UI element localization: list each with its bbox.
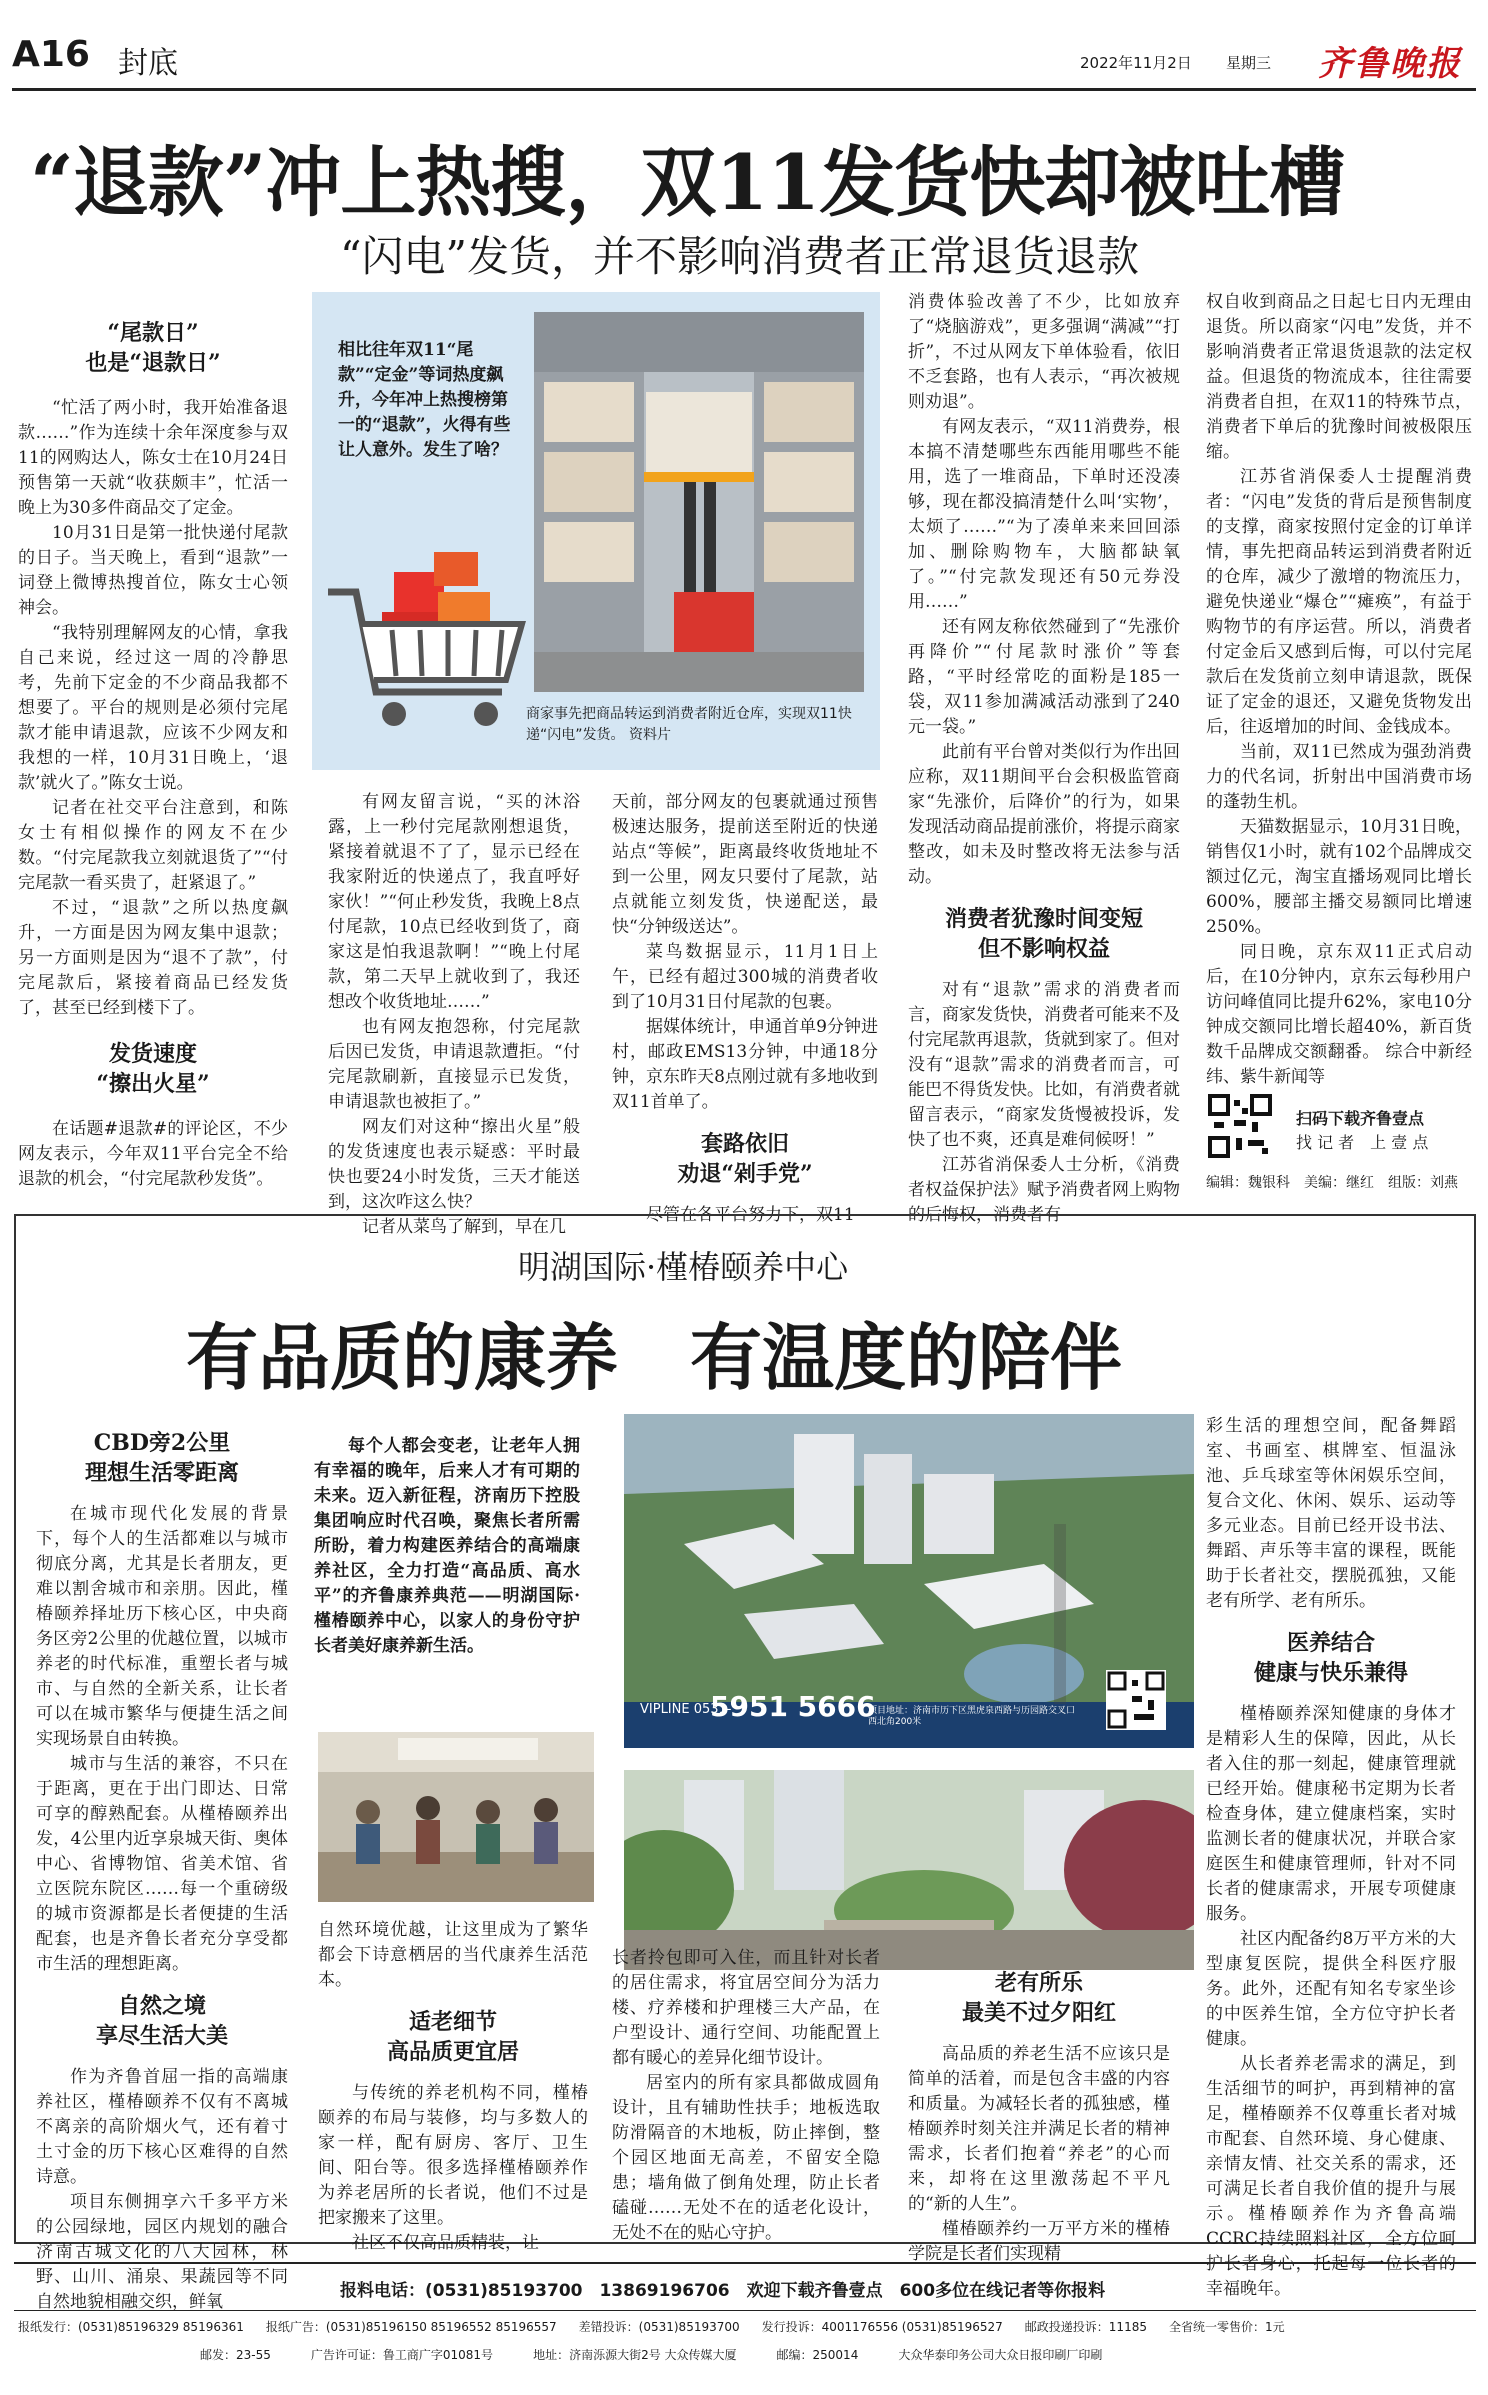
paragraph: 自然环境优越，让这里成为了繁华都会下诗意栖居的当代康养生活范本。 xyxy=(318,1920,588,1990)
paragraph: 作为齐鲁首屈一指的高端康养社区，槿椿颐养不仅有不离城不离亲的高阶烟火气，还有着寸土寸金的历下核心区难得的自然诗意。 xyxy=(36,2067,288,2187)
article-column-1 xyxy=(18,318,288,1192)
paragraph: 项目东侧拥享六千多平方米的公园绿地，园区内规划的融合济南古城文化的八大园林，林野、山川、涌泉、果蔬园等不同自然地貌相融交织，鲜氧 xyxy=(36,2192,288,2312)
subhead-4: 消费者犹豫时间变短 但不影响权益 xyxy=(944,906,1143,962)
paragraph: 当前，双11已然成为强劲消费力的代名词，折射出中国消费市场的蓬勃生机。 xyxy=(1206,742,1472,812)
paragraph: 在话题#退款#的评论区，不少网友表示，今年双11平台完全不给退款的机会，“付完尾款秒发货”。 xyxy=(18,1119,288,1189)
ad-subhead-2: 自然之境 享尽生活大美 xyxy=(95,1993,228,2049)
paragraph: 在城市现代化发展的背景下，每个人的生活都难以与城市彻底分离，尤其是长者朋友，更难以割舍城市和亲朋。因此，槿椿颐养择址历下核心区，中央商务区旁2公里的优越位置，以城市养老的时代标准，重塑长者与城市、与自然的全新关系，让长者可以在城市繁华与便捷生活之间实现场景自由转换。 xyxy=(36,1504,288,1749)
footer-item: 报纸发行：(0531)85196329 85196361 xyxy=(18,2320,244,2334)
ad-column-4 xyxy=(908,1968,1170,2267)
ad-column-2 xyxy=(318,1918,588,2256)
paragraph: 江苏省消保委人士分析，《消费者权益保护法》赋予消费者网上购物的后悔权，消费者有 xyxy=(908,1155,1180,1225)
footer-row-1 xyxy=(18,2318,1285,2335)
footer-item: 广告许可证：鲁工商广字01081号 xyxy=(310,2348,494,2362)
vip-note: 项目地址：济南市历下区黑虎泉西路与历园路交叉口西北角200米 xyxy=(868,1706,1076,1727)
ad-kicker: 明湖国际·槿椿颐养中心 xyxy=(518,1248,849,1286)
footer-item: 邮政投递投诉：11185 xyxy=(1024,2320,1147,2334)
footer-rule-top xyxy=(14,2262,1476,2264)
qr-text-2: 找 记 者 上 壹 点 xyxy=(1296,1133,1429,1152)
paragraph: 与传统的养老机构不同，槿椿颐养的布局与装修，均与多数人的家一样，配有厨房、客厅、卫生间、阳台等。很多选择槿椿颐养作为养老居所的长者说，他们不过是把家搬来了这里。 xyxy=(318,2083,588,2228)
paragraph: 10月31日是第一批快递付尾款的日子。当天晚上，看到“退款”一词登上微博热搜首位，陈女士心领神会。 xyxy=(18,523,288,618)
paragraph: 江苏省消保委人士提醒消费者：“闪电”发货的背后是预售制度的支撑，商家按照付定金的订单详情，事先把商品转运到消费者附近的仓库，减少了激增的物流压力，避免快递业“爆仓”“瘫痪”，有益于购物节的有序运营。所以，消费者付定金后又感到后悔，可以付完尾款后在发货前立刻申请退款，既保证了定金的退还，又避免货物发出后，往返增加的时间、金钱成本。 xyxy=(1206,467,1472,737)
sub-headline: “闪电”发货，并不影响消费者正常退货退款 xyxy=(340,232,1139,281)
paragraph: 记者从菜鸟了解到，早在几 xyxy=(362,1217,566,1237)
subhead-1: “尾款日” 也是“退款日” xyxy=(85,320,221,376)
paragraph: 对有“退款”需求的消费者而言，商家发货快，消费者可能来不及付完尾款再退款，货就到家了。但对没有“退款”需求的消费者而言，可能巴不得货发快。比如，有消费者就留言表示，“商家发货慢被投诉，发快了也不爽，还真是难伺候呀！” xyxy=(908,980,1180,1150)
newspaper-logo: 齐鲁晚报 xyxy=(1318,44,1462,84)
ad-subhead-3: 适老细节 高品质更宜居 xyxy=(386,2009,519,2065)
vip-phone: 5951 5666 xyxy=(710,1690,876,1723)
paragraph: 此前有平台曾对类似行为作出回应称，双11期间平台会积极监管商家“先涨价，后降价”的行为，如果发现活动商品提前涨价，将提示商家整改，如未及时整改将无法参与活动。 xyxy=(908,742,1180,887)
paragraph: 社区不仅高品质精装，让 xyxy=(352,2233,539,2253)
ad-intro: 每个人都会变老，让老年人拥有幸福的晚年，后来人才有可期的未来。迈入新征程，济南历下控股集团响应时代召唤，聚焦长者所需所盼，着力构建医养结合的高端康养社区，全力打造“高品质、高水平”的齐鲁康养典范——明湖国际·槿椿颐养中心，以家人的身份守护长者美好康养新生活。 xyxy=(314,1436,580,1656)
paragraph: 天前，部分网友的包裹就通过预售极速达服务，提前送至附近的快递站点“等候”，距离最终收货地址不到一公里，网友只要付了尾款，站点就能立刻发货，快递配送，最快“分钟级送达”。 xyxy=(612,792,878,937)
paragraph: 从长者养老需求的满足，到生活细节的呵护，再到精神的富足，槿椿颐养不仅尊重长者对城市配套、自然环境、身心健康、亲情友情、社交关系的需求，还可满足长者自我价值的提升与展示。槿椿颐养作为齐鲁高端CCRC持续照料社区，全方位呵护长者身心，托起每一位长者的幸福晚年。 xyxy=(1206,2054,1456,2299)
footer-item: 邮编：250014 xyxy=(776,2348,859,2362)
qr-text-1: 扫码下载齐鲁壹点 xyxy=(1296,1109,1425,1128)
paragraph: 居室内的所有家具都做成圆角设计，且有辅助性扶手；地板选取防滑隔音的木地板，防止摔倒，整个园区地面无高差，不留安全隐患；墙角做了倒角处理，防止长者磕碰……无处不在的适老化设计，无处不在的贴心守护。 xyxy=(612,2073,880,2243)
photo-caption: 商家事先把商品转运到消费者附近仓库，实现双11快递“闪电”发货。 资料片 xyxy=(526,706,852,743)
footer-item: 发行投诉：4001176556 (0531)85196527 xyxy=(761,2320,1003,2334)
article-column-4 xyxy=(908,290,1180,1228)
paragraph: 有网友留言说，“买的沐浴露，上一秒付完尾款刚想退货，紧接着就退不了了，显示已经在我家附近的快递点了，我直呼好家伙！”“何止秒发货，我晚上8点付尾款，10点已经收到货了，商家这是怕我退款啊！”“晚上付尾款，第二天早上就收到了，我还想改个收货地址……” xyxy=(328,792,580,1012)
paragraph: 高品质的养老生活不应该只是简单的活着，而是包含丰盛的内容和质量。为减轻长者的孤独感，槿椿颐养时刻关注并满足长者的精神需求，长者们抱着“养老”的心而来，却将在这里激荡起不平凡的“新的人生”。 xyxy=(908,2044,1170,2214)
paragraph: 网友们对这种“擦出火星”般的发货速度也表示疑惑：平时最快也要24小时发货，三天才能送到，这次咋这么快？ xyxy=(328,1117,580,1212)
paragraph: 也有网友抱怨称，付完尾款后因已发货，申请退款遭拒。“付完尾款刷新，直接显示已发货，申请退款也被拒了。” xyxy=(328,1017,580,1112)
footer-item: 邮发：23-55 xyxy=(200,2348,271,2362)
ad-column-1 xyxy=(36,1428,288,2315)
page-number: A16 xyxy=(12,34,90,75)
main-headline: “退款”冲上热搜，双11发货快却被吐槽 xyxy=(30,138,1345,227)
paragraph: 记者在社交平台注意到，和陈女士有相似操作的网友不在少数。“付完尾款我立刻就退货了”“付完尾款一看买贵了，赶紧退了。” xyxy=(18,798,288,893)
paragraph: 还有网友称依然碰到了“先涨价再降价”“付尾款时涨价”等套路，“平时经常吃的面粉是185一袋，双11参加满减活动涨到了240元一袋。” xyxy=(908,617,1180,737)
masthead-rule xyxy=(12,88,1476,91)
paragraph: 菜鸟数据显示，11月1日上午，已经有超过300城的消费者收到了10月31日付尾款的包裹。 xyxy=(612,942,878,1012)
paragraph: “忙活了两小时，我开始准备退款……”作为连续十余年深度参与双11的网购达人，陈女士在10月24日预售第一天就“收获颇丰”，忙活一晚上为30多件商品交了定金。 xyxy=(18,398,288,518)
activity-photo xyxy=(318,1732,594,1902)
ad-subhead-1: CBD旁2公里 理想生活零距离 xyxy=(84,1430,239,1486)
footer-item: 差错投诉：(0531)85193700 xyxy=(578,2320,740,2334)
paragraph: 长者拎包即可入住，而且针对长者的居住需求，将宜居空间分为活力楼、疗养楼和护理楼三大产品，在户型设计、通行空间、功能配置上都有暖心的差异化细节设计。 xyxy=(612,1948,880,2068)
ad-column-5 xyxy=(1206,1414,1456,2302)
paragraph: 槿椿颐养约一万平方米的槿椿学院是长者们实现精 xyxy=(908,2219,1170,2264)
footer-row-2 xyxy=(200,2346,1102,2363)
paragraph: 消费体验改善了不少，比如放弃了“烧脑游戏”，更多强调“满减”“打折”，不过从网友下单体验看，依旧不乏套路，也有人表示，“再次被规则劝退”。 xyxy=(908,292,1180,412)
garden-rendering xyxy=(624,1770,1194,1970)
paragraph: 不过，“退款”之所以热度飙升，一方面是因为网友集中退款；另一方面则是因为“退不了款”，付完尾款后，紧接着商品已经发货了，甚至已经到楼下了。 xyxy=(18,898,288,1018)
intro-text: 相比往年双11“尾款”“定金”等词热度飙升，今年冲上热搜榜第一的“退款”，火得有些让人意外。发生了啥？ xyxy=(338,340,511,460)
footer-item: 全省统一零售价：1元 xyxy=(1168,2320,1285,2334)
ad-qr-code xyxy=(1106,1670,1166,1730)
credits: 编辑：魏银科 美编：继红 组版：刘燕 xyxy=(1206,1175,1458,1191)
paragraph: 据媒体统计，申通首单9分钟进村，邮政EMS13分钟，中通18分钟，京东昨天8点刚过就有多地收到双11首单了。 xyxy=(612,1017,878,1112)
ad-headline: 有品质的康养 有温度的陪伴 xyxy=(186,1315,1123,1400)
footer-item: 地址：济南泺源大街2号 大众传媒大厦 xyxy=(533,2348,737,2362)
issue-weekday: 星期三 xyxy=(1226,54,1272,72)
issue-date: 2022年11月2日 xyxy=(1080,54,1192,72)
paragraph: “我特别理解网友的心情，拿我自己来说，经过这一周的冷静思考，先前下定金的不少商品我都不想要了。平台的规则是必须付完尾款才能申请退款，应该不少网友和我想的一样，10月31日晚上，‘退款’就火了。”陈女士说。 xyxy=(18,623,288,793)
paragraph: 彩生活的理想空间，配备舞蹈室、书画室、棋牌室、恒温泳池、乒乓球室等休闲娱乐空间，复合文化、休闲、娱乐、运动等多元业态。目前已经开设书法、舞蹈、声乐等丰富的课程，既能助于长者社交，摆脱孤独，又能老有所学、老有所乐。 xyxy=(1206,1416,1456,1611)
vip-label: VIPLINE 0531- xyxy=(640,1702,732,1717)
ad-subhead-4: 老有所乐 最美不过夕阳红 xyxy=(961,1970,1116,2026)
paragraph: 天猫数据显示，10月31日晚，销售仅1小时，就有102个品牌成交额过亿元，淘宝直播场观同比增长600%，腰部主播交易额同比增速250%。 xyxy=(1206,817,1472,937)
warehouse-photo xyxy=(534,312,864,692)
paragraph: 尽管在各平台努力下，双11 xyxy=(646,1205,855,1225)
paragraph: 同日晚，京东双11正式启动后，在10分钟内，京东云每秒用户访问峰值同比提升62%，家电10分钟成交额同比增长超40%，新百货数千品牌成交额翻番。 综合中新经纬、紫牛新闻等 xyxy=(1206,942,1472,1087)
paragraph: 有网友表示，“双11消费券，根本搞不清楚哪些东西能用哪些不能用，选了一堆商品，下单时还没凑够，现在都没搞清楚什么叫‘实物’，太烦了……”“为了凑单来来回回添加、删除购物车，大脑都缺氧了。”“付完款发现还有50元券没用……” xyxy=(908,417,1180,612)
section-name: 封底 xyxy=(118,46,178,81)
subhead-3: 套路依旧 劝退“剁手党” xyxy=(677,1131,813,1187)
shopping-cart-illustration xyxy=(322,532,542,732)
article-column-3 xyxy=(612,790,878,1228)
ad-subhead-5: 医养结合 健康与快乐兼得 xyxy=(1253,1630,1408,1686)
qr-code xyxy=(1208,1094,1272,1158)
subhead-2: 发货速度 “擦出火星” xyxy=(96,1041,210,1097)
ad-column-3 xyxy=(612,1946,880,2246)
paragraph: 权自收到商品之日起七日内无理由退货。所以商家“闪电”发货，并不影响消费者正常退货退款的法定权益。但退货的物流成本，往往需要消费者自担，在双11的特殊节点，消费者下单后的犹豫时间被极限压缩。 xyxy=(1206,292,1472,462)
article-column-2 xyxy=(328,790,580,1240)
footer-item: 报纸广告：(0531)85196150 85196552 85196557 xyxy=(265,2320,557,2334)
footer-rule xyxy=(14,2310,1476,2311)
article-column-5 xyxy=(1206,290,1472,1090)
footer-item: 大众华泰印务公司大众日报印刷厂印刷 xyxy=(898,2348,1103,2362)
paragraph: 社区内配备约8万平方米的大型康复医院，提供全科医疗服务。此外，还配有知名专家坐诊的中医养生馆，全方位守护长者健康。 xyxy=(1206,1929,1456,2049)
paragraph: 城市与生活的兼容，不只在于距离，更在于出门即达、日常可享的醇熟配套。从槿椿颐养出发，4公里内近享泉城天街、奥体中心、省博物馆、省美术馆、省立医院东院区……每一个重磅级的城市资源都是长者便捷的生活配套，也是齐鲁长者充分享受都市生活的理想距离。 xyxy=(36,1754,288,1974)
paragraph: 槿椿颐养深知健康的身体才是精彩人生的保障，因此，从长者入住的那一刻起，健康管理就已经开始。健康秘书定期为长者检查身体，建立健康档案，实时监测长者的健康状况，并联合家庭医生和健康管理师，针对不同长者的健康需求，开展专项健康服务。 xyxy=(1206,1704,1456,1924)
photo-box xyxy=(312,292,880,770)
hotline: 报料电话：(0531)85193700 13869196706 欢迎下载齐鲁壹点 600多位在线记者等你报料 xyxy=(340,2281,1106,2301)
